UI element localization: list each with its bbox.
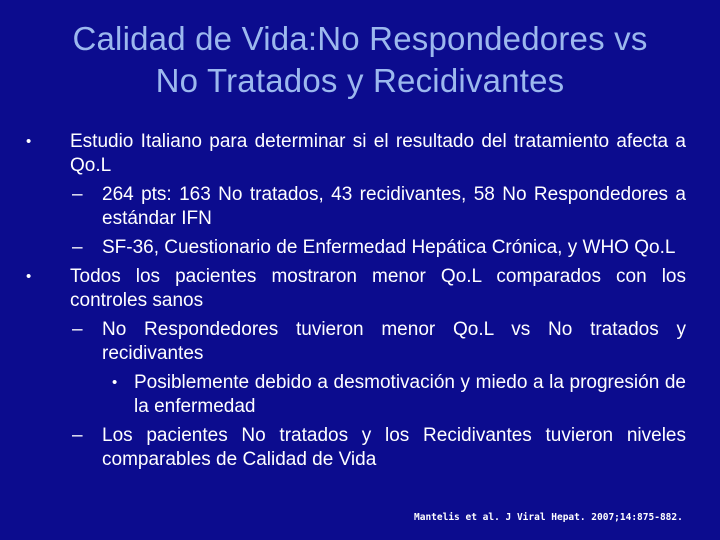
sub-bullet-text: Los pacientes No tratados y los Recidivantes tuvieron niveles comparables de Calidad de Vida <box>102 425 686 470</box>
bullet-item <box>26 130 686 178</box>
title-line-2: No Tratados y Recidivantes <box>155 62 565 99</box>
sub-bullet-item <box>72 424 686 472</box>
sub-bullet-text: 264 pts: 163 No tratados, 43 recidivantes, 58 No Respondedores a estándar IFN <box>102 184 686 229</box>
dash-marker: – <box>72 184 83 205</box>
sub-bullet-item <box>72 236 686 260</box>
sub-sub-bullet-item <box>112 371 686 419</box>
bullet-marker: • <box>26 133 32 150</box>
bullet-text: Todos los pacientes mostraron menor Qo.L comparados con los controles sanos <box>70 266 686 311</box>
sub-bullet-item <box>72 318 686 366</box>
sub-sub-bullet-text: Posiblemente debido a desmotivación y miedo a la progresión de la enfermedad <box>134 372 686 417</box>
sub-bullet-text: No Respondedores tuvieron menor Qo.L vs No tratados y recidivantes <box>102 319 686 364</box>
sub-bullet-text: SF-36, Cuestionario de Enfermedad Hepática Crónica, y WHO Qo.L <box>102 237 676 258</box>
citation: Mantelis et al. J Viral Hepat. 2007;14:875-882. <box>414 512 683 523</box>
sub-bullet-item <box>72 183 686 231</box>
dash-marker: – <box>72 237 83 258</box>
dash-marker: – <box>72 319 83 340</box>
bullet-item <box>26 265 686 313</box>
dash-marker: – <box>72 425 83 446</box>
bullet-marker: • <box>26 268 32 285</box>
bullet-text: Estudio Italiano para determinar si el resultado del tratamiento afecta a Qo.L <box>70 131 686 176</box>
slide-title <box>20 18 700 102</box>
bullet-marker: • <box>112 374 118 391</box>
title-line-1: Calidad de Vida:No Respondedores vs <box>72 20 648 57</box>
bullet-list <box>0 130 720 477</box>
